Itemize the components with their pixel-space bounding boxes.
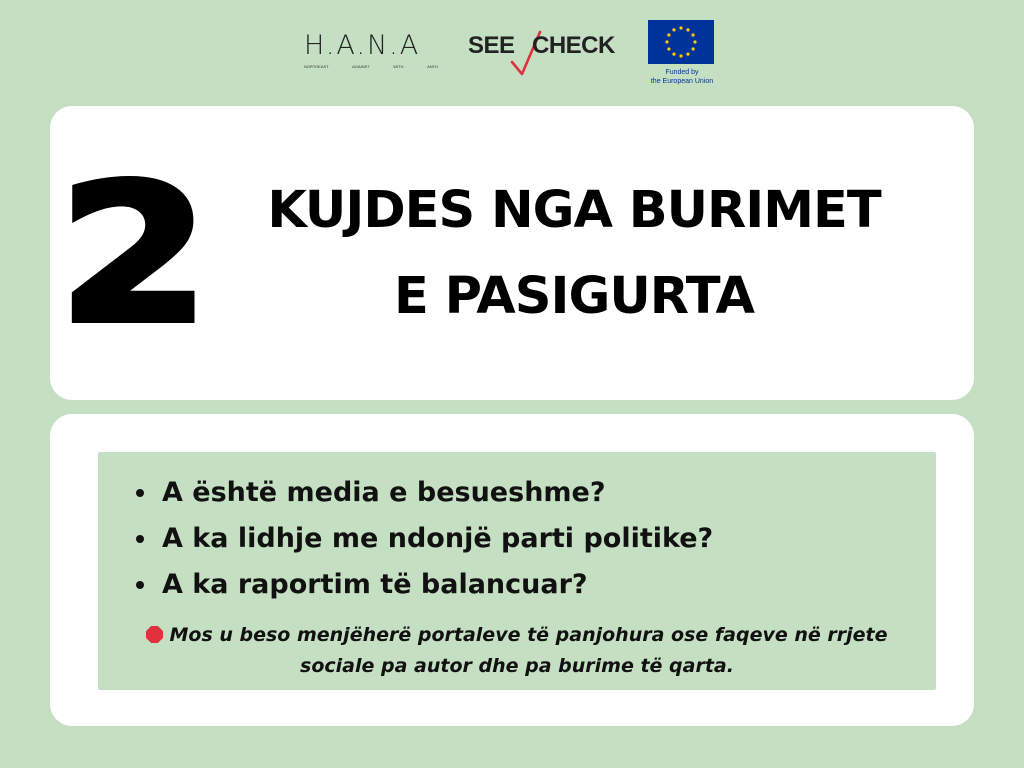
list-item [136,516,713,562]
logo-bar [0,0,1024,100]
eu-funding-logo [646,20,718,90]
hana-logo-tagline [304,64,438,69]
bullet-icon [136,535,144,543]
eu-funding-text [646,68,718,86]
seecheck-logo-right: CHECK [532,32,615,59]
hana-tagline-word: AGAINST [352,64,370,69]
eu-star-icon [686,28,689,31]
warning-note [98,620,936,682]
eu-star-icon [672,53,675,56]
eu-star-icon [667,47,670,50]
eu-star-icon [665,40,668,43]
page-title-line2: E PASIGURTA [393,267,755,326]
list-item-text: A ka lidhje me ndonjë parti politike? [162,523,714,554]
seecheck-logo-left: SEE [468,32,515,59]
hana-tagline-word: NORTHEAST [304,64,329,69]
page-title-line1: KUJDES NGA BURIMET [267,181,881,240]
eu-star-icon [679,54,682,57]
eu-funding-line1: Funded by [665,69,699,76]
checklist [136,470,713,608]
eu-star-icon [692,33,695,36]
hana-tagline-word: ANTH [427,64,438,69]
seecheck-logo [468,28,615,78]
eu-star-icon [679,26,682,29]
bullet-icon [136,489,144,497]
list-item-text: A ka raportim të balancuar? [162,569,588,600]
hana-logo [304,30,438,70]
bullet-icon [136,581,144,589]
list-item-text: A është media e besueshme? [162,477,606,508]
warning-note-line1: Mos u beso menjëherë portaleve të panjohura ose faqeve në rrjete [169,624,888,646]
eu-star-icon [672,28,675,31]
eu-funding-line2: the European Union [650,78,714,85]
eu-flag-icon [648,20,714,64]
checklist-panel [98,452,936,690]
page-title [198,168,950,340]
eu-star-icon [692,47,695,50]
list-item [136,470,713,516]
eu-star-icon [693,40,696,43]
eu-star-icon [686,53,689,56]
stop-sign-icon [146,626,163,643]
warning-note-line2: sociale pa autor dhe pa burime të qarta. [300,655,734,677]
eu-star-icon [667,33,670,36]
hana-logo-letters: H.A.N.A [304,30,421,61]
step-number: 2 [58,144,211,365]
hana-tagline-word: WITH [393,64,404,69]
list-item [136,562,713,608]
